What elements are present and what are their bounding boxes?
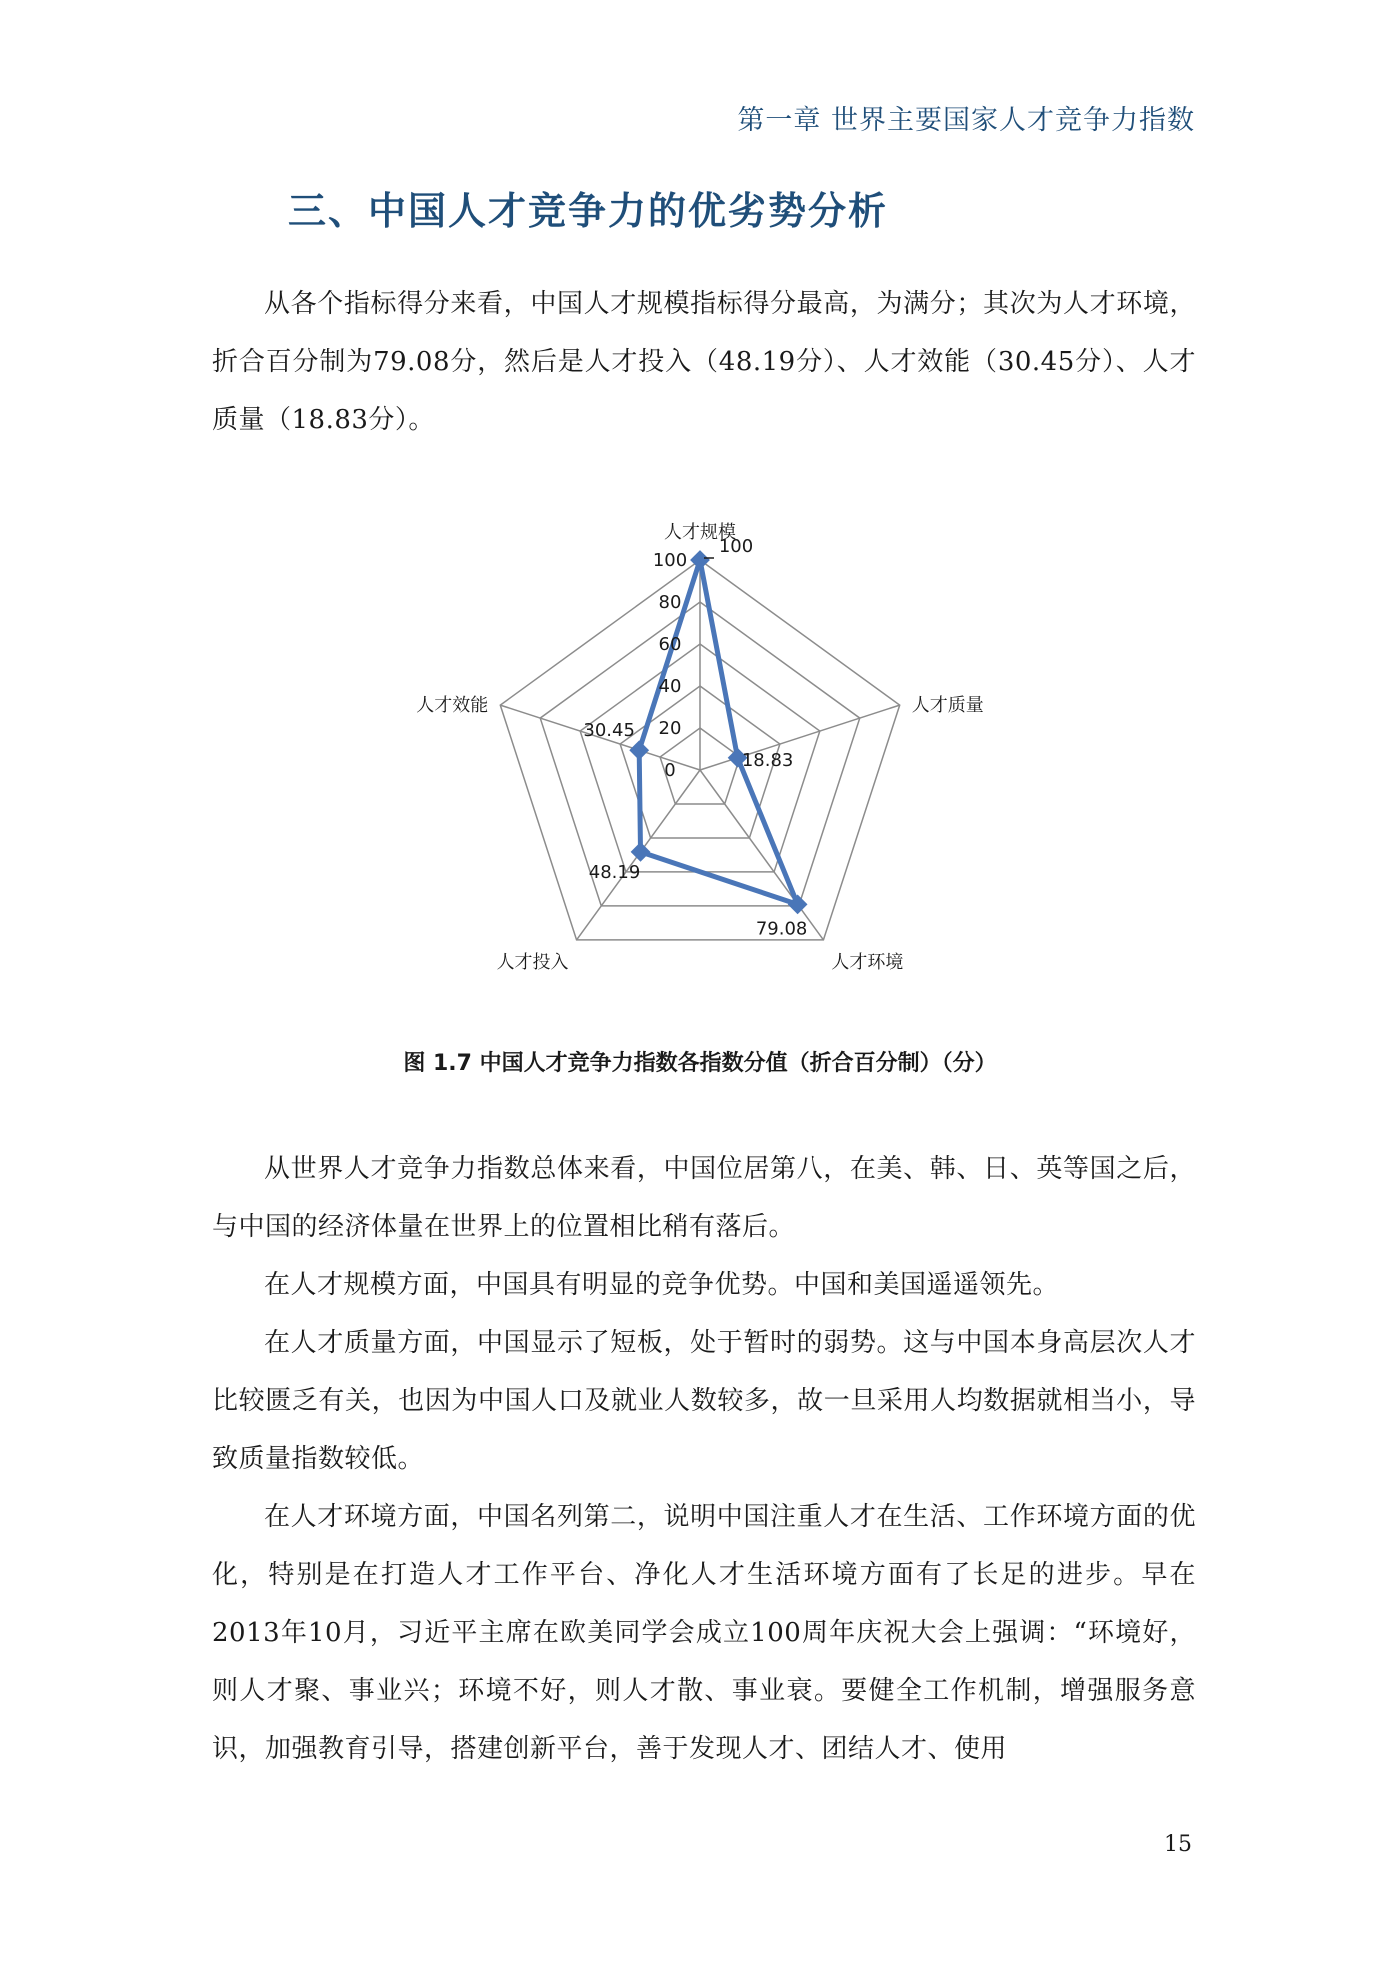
radar-category-label: 人才效能: [416, 695, 489, 717]
radar-data-point: [631, 842, 651, 862]
radar-series: [629, 550, 807, 914]
radar-category-label: 人才环境: [831, 951, 904, 973]
radar-data-label: 30.45: [583, 720, 635, 742]
figure-caption: 图 1.7 中国人才竞争力指数各指数分值（折合百分制）（分）: [403, 1051, 997, 1076]
radar-data-label: 79.08: [755, 918, 808, 940]
radar-category-label: 人才质量: [911, 695, 984, 717]
radar-tick-label: 60: [658, 634, 682, 655]
section-title: 三、中国人才竞争力的优劣势分析: [288, 189, 889, 233]
body-paragraph: 在人才规模方面，中国具有明显的竞争优势。中国和美国遥遥领先。: [264, 1270, 1060, 1300]
radar-data-point: [690, 550, 710, 570]
running-header: 第一章 世界主要国家人才竞争力指数: [737, 105, 1195, 136]
radar-category-label: 人才规模: [664, 522, 736, 543]
radar-tick-label: 20: [658, 718, 682, 739]
radar-tick-label: 0: [664, 760, 676, 781]
radar-tick-label: 100: [652, 550, 688, 571]
radar-data-label: 18.83: [741, 749, 794, 771]
body-paragraph: 从各个指标得分来看，中国人才规模指标得分最高，为满分；其次为人才环境，折合百分制为79.08分，然后是人才投入（48.19分）、人才效能（30.45分）、人才质量（18.83分）。: [212, 289, 1196, 435]
radar-tick-label: 40: [658, 676, 682, 697]
radar-data-label: 48.19: [588, 861, 641, 883]
radar-tick-label: 80: [658, 592, 682, 613]
body-paragraph: 从世界人才竞争力指数总体来看，中国位居第八，在美、韩、日、英等国之后，与中国的经济体量在世界上的位置相比稍有落后。: [212, 1154, 1196, 1242]
radar-chart: [350, 500, 1050, 980]
radar-data-point: [629, 740, 649, 760]
body-paragraph: 在人才环境方面，中国名列第二，说明中国注重人才在生活、工作环境方面的优化，特别是在打造人才工作平台、净化人才生活环境方面有了长足的进步。早在2013年10月，习近平主席在欧美同学会成立100周年庆祝大会上强调：“环境好，则人才聚、事业兴；环境不好，则人才散、事业衰。要健全工作机制，增强服务意识，加强教育引导，搭建创新平台，善于发现人才、团结人才、使用: [212, 1502, 1196, 1764]
page-number: 15: [1164, 1832, 1192, 1857]
body-paragraph: 在人才质量方面，中国显示了短板，处于暂时的弱势。这与中国本身高层次人才比较匮乏有关，也因为中国人口及就业人数较多，故一旦采用人均数据就相当小，导致质量指数较低。: [212, 1328, 1196, 1474]
radar-spokes: [500, 560, 899, 940]
radar-category-label: 人才投入: [496, 951, 569, 973]
radar-spoke: [700, 770, 823, 940]
radar-data-point: [788, 894, 808, 914]
radar-data-label: 100: [718, 536, 754, 557]
